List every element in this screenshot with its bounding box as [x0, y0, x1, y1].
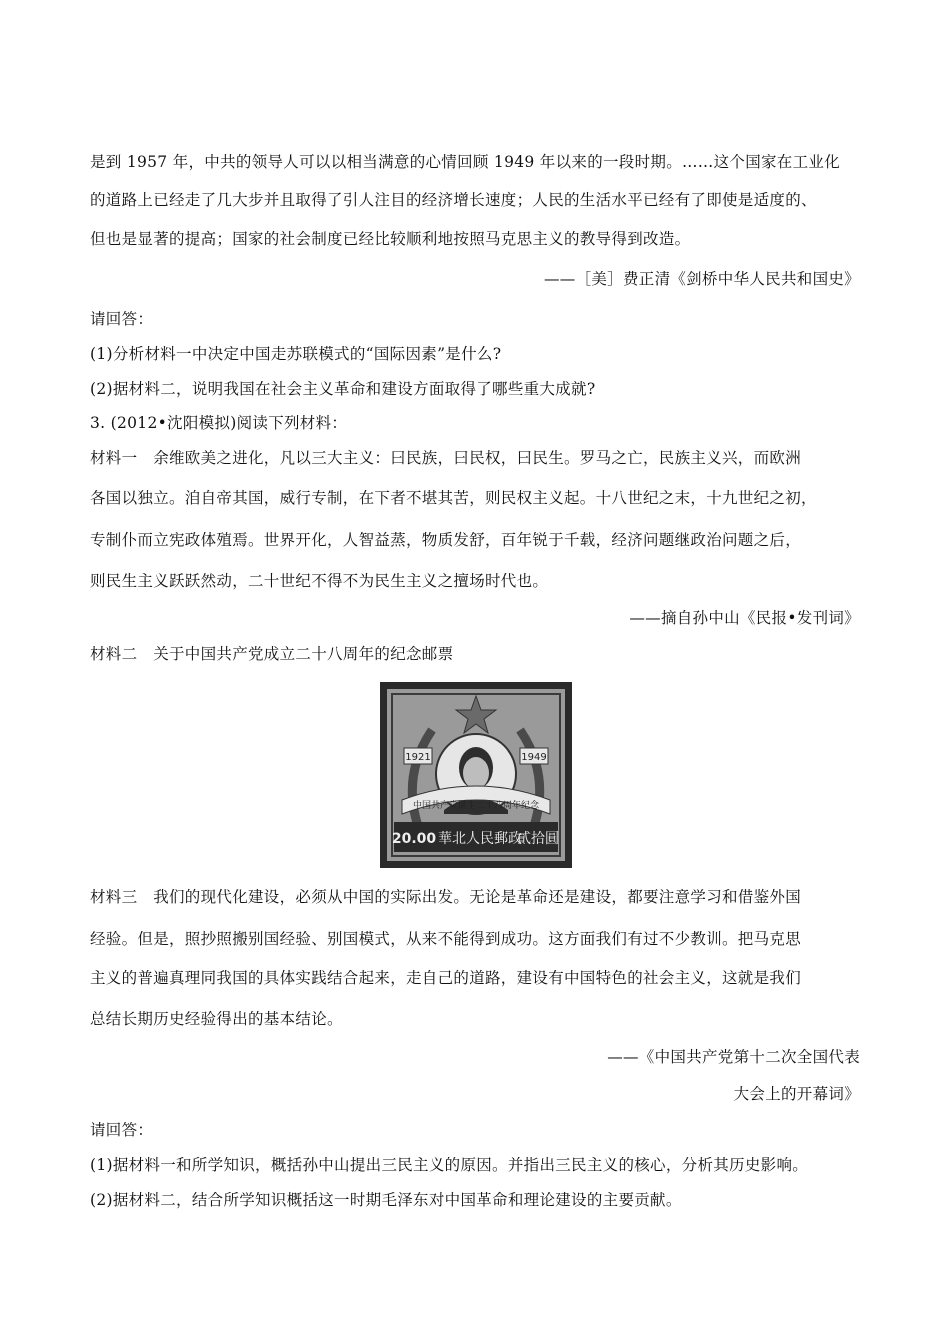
material-2-caption: 材料二 关于中国共产党成立二十八周年的纪念邮票 [90, 645, 454, 663]
question-heading: 3. (2012•沈阳模拟)阅读下列材料： [90, 414, 348, 432]
stamp-value-numeric: 20.00 [391, 831, 437, 847]
commemorative-stamp-image [380, 682, 572, 868]
stamp-year-right: 1949 [521, 752, 547, 763]
material-3-line: 材料三 我们的现代化建设，必须从中国的实际出发。无论是革命还是建设，都要注意学习和借鉴外国 [90, 888, 802, 906]
stamp-value-chinese: 貳拾圓 [517, 831, 559, 847]
material-1-line: 各国以独立。洎自帝其国，威行专制，在下者不堪其苦，则民权主义起。十八世纪之末，十九世纪之初， [90, 489, 817, 507]
source-citation: ——《中国共产党第十二次全国代表 [607, 1048, 860, 1066]
material-1-line: 材料一 余维欧美之进化，凡以三大主义：曰民族，曰民权，曰民生。罗马之亡，民族主义兴，而欧洲 [90, 449, 802, 467]
material-1-line: 专制仆而立宪政体殖焉。世界开化，人智益蒸，物质发舒，百年锐于千载，经济问题继政治问题之后， [90, 531, 802, 549]
material-3-line: 总结长期历史经验得出的基本结论。 [90, 1010, 343, 1028]
material-3-line: 经验。但是，照抄照搬别国经验、别国模式，从来不能得到成功。这方面我们有过不少教训。把马克思 [90, 930, 802, 948]
paragraph-line: 是到 1957 年，中共的领导人可以以相当满意的心情回顾 1949 年以来的一段时期。……这个国家在工业化 [90, 153, 841, 171]
stamp-arc-text: 中国共产党诞生二十八周年纪念 [412, 801, 540, 811]
question-1: (1)据材料一和所学知识，概括孙中山提出三民主义的原因。并指出三民主义的核心，分析其历史影响。 [90, 1156, 809, 1174]
question-1: (1)分析材料一中决定中国走苏联模式的“国际因素”是什么? [90, 345, 502, 363]
answer-prompt: 请回答： [90, 310, 154, 328]
answer-prompt: 请回答： [90, 1121, 154, 1139]
material-3-line: 主义的普遍真理同我国的具体实践结合起来，走自己的道路，建设有中国特色的社会主义，这就是我们 [90, 969, 802, 987]
paragraph-line: 的道路上已经走了几大步并且取得了引人注目的经济增长速度；人民的生活水平已经有了即使是适度的、 [90, 191, 817, 209]
source-citation: ——［美］费正清《剑桥中华人民共和国史》 [543, 270, 860, 288]
material-1-line: 则民生主义跃跃然动，二十世纪不得不为民生主义之擅场时代也。 [90, 572, 549, 590]
question-2: (2)据材料二，说明我国在社会主义革命和建设方面取得了哪些重大成就? [90, 380, 596, 398]
paragraph-line: 但也是显著的提高；国家的社会制度已经比较顺利地按照马克思主义的教导得到改造。 [90, 230, 691, 248]
stamp-year-left: 1921 [405, 752, 431, 763]
source-citation: 大会上的开幕词》 [733, 1085, 860, 1103]
stamp-issuer-text: 華北人民郵政 [438, 831, 522, 847]
source-citation: ——摘自孙中山《民报•发刊词》 [629, 609, 860, 627]
question-2: (2)据材料二，结合所学知识概括这一时期毛泽东对中国革命和理论建设的主要贡献。 [90, 1191, 682, 1209]
